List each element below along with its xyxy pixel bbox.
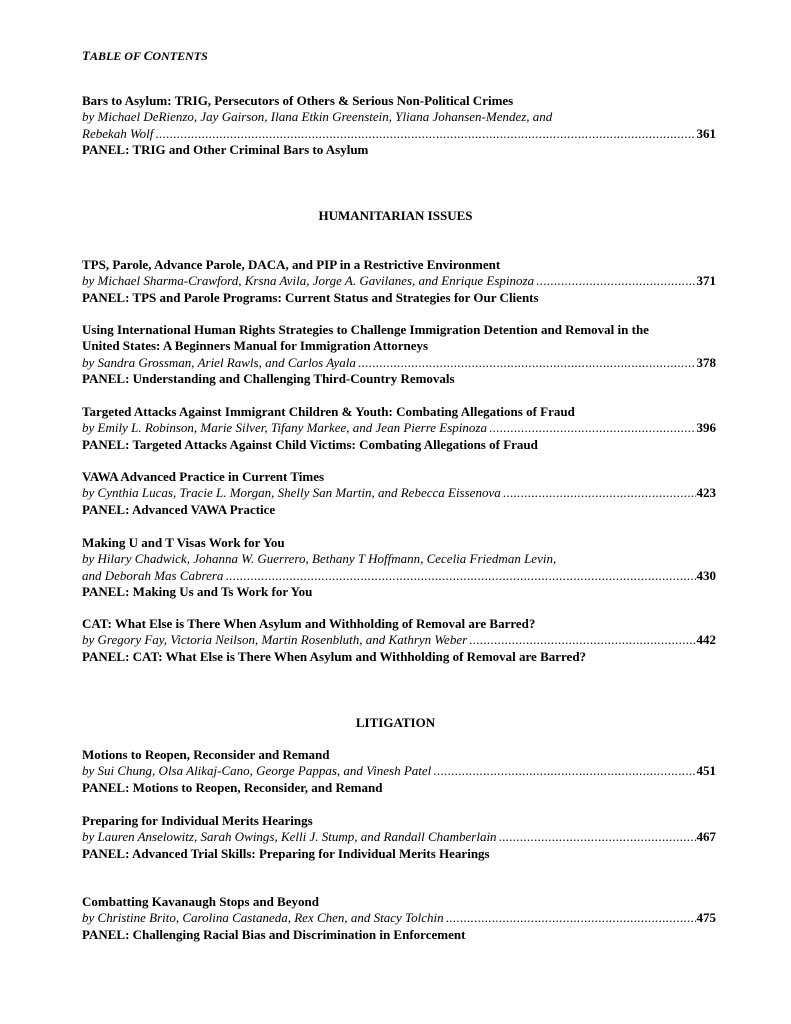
entry-leader-line <box>82 910 716 926</box>
entry-panel: PANEL: TPS and Parole Programs: Current Status and Strategies for Our Clients <box>82 289 539 305</box>
entry-authors: by Gregory Fay, Victoria Neilson, Martin Rosenbluth, and Kathryn Weber <box>82 632 468 648</box>
header-part-4: ONTENTS <box>152 49 208 63</box>
page-number: 423 <box>696 485 716 501</box>
toc-entry <box>82 535 716 600</box>
entry-title: CAT: What Else is There When Asylum and Withholding of Removal are Barred? <box>82 616 536 631</box>
page-number: 451 <box>696 763 716 779</box>
entry-authors: by Lauren Anselowitz, Sarah Owings, Kelli J. Stump, and Randall Chamberlain <box>82 829 497 845</box>
entry-authors: by Christine Brito, Carolina Castaneda, Rex Chen, and Stacy Tolchin <box>82 910 444 926</box>
toc-entry <box>82 93 716 158</box>
dot-leader <box>536 273 695 289</box>
entry-title: Motions to Reopen, Reconsider and Remand <box>82 747 330 762</box>
entry-authors: by Sandra Grossman, Ariel Rawls, and Carlos Ayala <box>82 354 356 370</box>
header-initial-2: C <box>143 48 153 63</box>
entry-leader-line <box>82 126 716 142</box>
page-number: 442 <box>696 632 716 648</box>
dot-leader <box>446 910 696 926</box>
header-part-2: ABLE OF <box>89 49 144 63</box>
dot-leader <box>155 126 695 142</box>
page-number: 371 <box>696 273 716 289</box>
dot-leader <box>503 485 696 501</box>
entry-authors: by Cynthia Lucas, Tracie L. Morgan, Shelly San Martin, and Rebecca Eissenova <box>82 485 501 501</box>
dot-leader <box>499 829 696 845</box>
entry-leader-line <box>82 829 716 845</box>
dot-leader <box>225 568 695 584</box>
entry-leader-line <box>82 273 716 289</box>
entry-leader-line <box>82 568 716 584</box>
entry-title: VAWA Advanced Practice in Current Times <box>82 469 325 484</box>
entry-panel: PANEL: Targeted Attacks Against Child Victims: Combating Allegations of Fraud <box>82 436 538 452</box>
dot-leader <box>358 355 696 371</box>
toc-entry <box>82 404 716 453</box>
entry-leader-line <box>82 355 716 371</box>
entry-panel: PANEL: Advanced Trial Skills: Preparing for Individual Merits Hearings <box>82 845 490 861</box>
page-number: 430 <box>696 567 716 583</box>
entry-authors: by Sui Chung, Olsa Alikaj-Cano, George Pappas, and Vinesh Patel <box>82 763 432 779</box>
entry-leader-line <box>82 485 716 501</box>
page-number: 467 <box>696 829 716 845</box>
entry-authors: Rebekah Wolf <box>82 125 154 141</box>
entry-leader-line <box>82 763 716 779</box>
header-initial-1: T <box>82 48 90 63</box>
entry-title: United States: A Beginners Manual for Immigration Attorneys <box>82 338 429 354</box>
entry-panel: PANEL: TRIG and Other Criminal Bars to Asylum <box>82 141 369 157</box>
running-header <box>82 48 208 64</box>
entry-panel: PANEL: Motions to Reopen, Reconsider, and Remand <box>82 779 383 795</box>
entry-title: Targeted Attacks Against Immigrant Children & Youth: Combating Allegations of Fraud <box>82 404 575 419</box>
entry-panel: PANEL: Making Us and Ts Work for You <box>82 583 313 599</box>
section-heading: LITIGATION <box>355 715 436 730</box>
entry-authors: by Michael DeRienzo, Jay Gairson, Ilana Etkin Greenstein, Yliana Johansen-Mendez, and <box>82 109 553 125</box>
section-heading: HUMANITARIAN ISSUES <box>318 208 473 223</box>
page-number: 361 <box>696 125 716 141</box>
entry-authors: by Emily L. Robinson, Marie Silver, Tifany Markee, and Jean Pierre Espinoza <box>82 420 487 436</box>
toc-entry <box>82 747 716 796</box>
page-number: 378 <box>696 354 716 370</box>
toc-entry <box>82 616 716 665</box>
entry-title: TPS, Parole, Advance Parole, DACA, and PIP in a Restrictive Environment <box>82 257 501 272</box>
dot-leader <box>433 763 695 779</box>
toc-entry <box>82 257 716 306</box>
entry-panel: PANEL: Understanding and Challenging Third-Country Removals <box>82 370 455 386</box>
page-number: 396 <box>696 420 716 436</box>
entry-authors: by Hilary Chadwick, Johanna W. Guerrero, Bethany T Hoffmann, Cecelia Friedman Levin, <box>82 551 557 567</box>
dot-leader <box>489 420 696 436</box>
toc-entry <box>82 813 716 862</box>
toc-entry <box>82 469 716 518</box>
toc-entry <box>82 322 716 387</box>
entry-leader-line <box>82 632 716 648</box>
entry-title: Bars to Asylum: TRIG, Persecutors of Others & Serious Non-Political Crimes <box>82 93 514 108</box>
toc-entry <box>82 894 716 943</box>
entry-leader-line <box>82 420 716 436</box>
entry-authors: and Deborah Mas Cabrera <box>82 567 224 583</box>
entry-panel: PANEL: CAT: What Else is There When Asylum and Withholding of Removal are Barred? <box>82 648 587 664</box>
entry-title: Combatting Kavanaugh Stops and Beyond <box>82 894 319 909</box>
entry-panel: PANEL: Challenging Racial Bias and Discrimination in Enforcement <box>82 926 466 942</box>
entry-title: Preparing for Individual Merits Hearings <box>82 813 313 828</box>
entry-panel: PANEL: Advanced VAWA Practice <box>82 501 276 517</box>
page-number: 475 <box>696 910 716 926</box>
entry-title: Using International Human Rights Strategies to Challenge Immigration Detention and Removal in the <box>82 322 649 337</box>
dot-leader <box>469 632 695 648</box>
entry-authors: by Michael Sharma-Crawford, Krsna Avila, Jorge A. Gavilanes, and Enrique Espinoza <box>82 273 535 289</box>
entry-title: Making U and T Visas Work for You <box>82 535 285 550</box>
